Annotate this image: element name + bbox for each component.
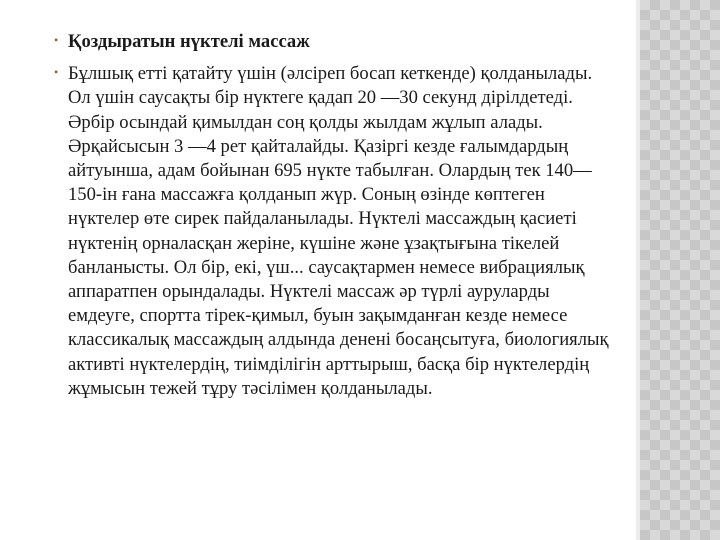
bullet-item-title (54, 30, 614, 54)
bullet-item-body (54, 62, 614, 401)
decorative-side-pattern (640, 0, 720, 540)
bullet-icon: • (54, 65, 59, 80)
bullet-paragraph: Бұлшық етті қатайту үшін (әлсіреп босап кеткенде) қолданылады. Ол үшін саусақты бір нүктеге қадап 20 —30 секунд дірілдетеді. Әрбір осындай қимылдан соң қолды жылдам жұлып алады. Әрқайсысын 3 —4 рет қайталайды. Қазіргі кезде ғалымдардың айтуынша, адам бойынан 695 нүкте табылған. Олардың тек 140— 150-ін ғана массажға қолданып жүр. Соның өзінде көптеген нүктелер өте сирек пайдаланылады. Нүктелі массаждың қасиеті нүктенің орналасқан жеріне, күшіне және ұзақтығына тікелей банланысты. Ол бір, екі, үш... саусақтармен немесе вибрациялық аппаратпен орындалады. Нүктелі массаж әр түрлі ауруларды емдеуге, спортта тірек-қимыл, буын зақымданған кезде немесе классикалық массаждың алдында денені босаңсытуға, биологиялық активті нүктелердің, тиімділігін арттырыш, басқа бір нүктелердің жұмысын тежей тұру тәсілімен қолданылады. (68, 63, 609, 399)
bullet-heading: Қоздыратын нүктелі массаж (68, 31, 310, 52)
slide-content (54, 30, 614, 409)
bullet-icon: • (54, 33, 59, 47)
